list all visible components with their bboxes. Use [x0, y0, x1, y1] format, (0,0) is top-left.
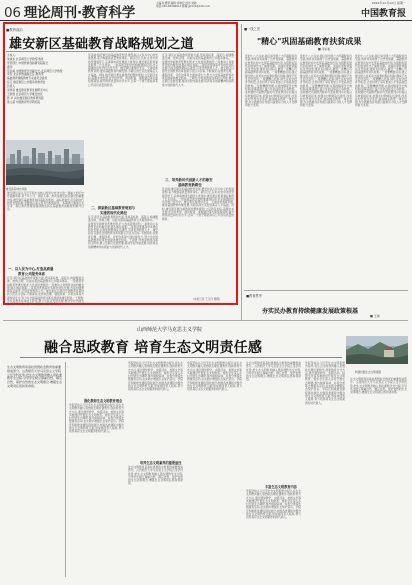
article-byline: (本报记者 王玉玲 整理)	[193, 298, 221, 301]
article-column-3: 任宝:新区在基础教育规划方面,坚持高标准、高起点,构建覆盖全域、结构合理、功能完善的基础教育公共服务体系。一是推进学前教育普惠发展,扩大优质资源供给;二是推动义务教育优质均衡发展,缩小城乡差距;三是促进普通高中多样化特色发展;四是加强教师队伍建设,引进优秀教育人才。雄安新区以建设全国教育改革创新示范区为目标,不断探索,在教育治理、课程改革、评价改革等方面持续发力,努力为全国基础教育改革发展提供雄安经验。王新胜:学校是教育改革的主阵地,要立足新区发展需要,推动学校内涵发展,培养具有创新精神和实践能力的新时代人才。	[162, 53, 234, 87]
intro-line: 李奕 北京市教委副主任,教育部	[7, 72, 44, 77]
intro-line: 王新胜 北京师范大学雄安校区	[7, 91, 43, 96]
right-article-column-2: 党的十八大以来,我们举全国之力打赢脱贫攻坚战,教育扶贫取得了历史性成就。基础教育在教育扶贫中发挥着基础性作用,为阻断贫困代际传递作出了重要贡献。巩固拓展教育脱贫攻坚成果,推进乡村振兴,要进一步精心巩固基础教育扶贫成果。一是要精准识别,建立健全防止返贫动态监测和帮扶机制,确保不发生因学返贫;二是要精心培育,提升乡村学校办学质量,让农村孩子享有更加公平更高质量的教育;三是要精细管理,完善控辍保学长效机制,保障适龄儿童少年依法接受义务教育。各地要把巩固教育脱贫攻坚成果同乡村振兴有效衔接起来,加强乡村教师队伍建设,改善农村学校办学条件,推动城乡教育一体化发展,为全面推进乡村振兴提供有力的人才支撑和智力支持。	[300, 54, 352, 108]
right-column-tag: ■一线之见	[244, 27, 260, 31]
newspaper-logo: 中国教育报	[360, 9, 406, 19]
intro-line: 嘉宾:	[7, 64, 14, 69]
right-section-rule	[244, 290, 408, 291]
article-column-1b: 任宝:新区在基础教育规划方面,坚持高标准、高起点,构建覆盖全域、结构合理、功能完善的基础教育公共服务体系。一是推进学前教育普惠发展,扩大优质资源供给;二是推动义务教育优质均衡发展,缩小城乡差距;三是促进普通高中多样化特色发展;四是加强教师队伍建设,引进优秀教育人才。雄安新区以建设全国教育改革创新示范区为目标,不断探索,在教育治理、课程改革、评价改革等方面持续发力,努力为全国基础教育改革发展提供雄安经验。王新胜:学校是教育改革的主阵地,要立足新区发展需要,推动学校内涵发展,培养具有创新精神和实践能力的新时代人才。	[7, 276, 85, 307]
feature-column-3: 学院坚持以习近平生态文明思想为指导,将生态文明教育融入思想政治理论课教学,创新教育方式方法,通过课堂教学、实践活动、校园文化等多种途径开展生态文明教育。组织学生深入乡村开展生态调研,参与植树造林、垃圾分类等志愿服务活动,在实践中增强生态保护意识。学院还积极推进课程思政建设,挖掘各类课程中蕴含的生态文明教育元素,形成协同育人格局,努力培养具有生态文明素养的时代新人。	[187, 361, 242, 392]
bottom-section-rule	[3, 320, 408, 321]
feature-column-2b: 生态文明教育是高校思想政治教育的重要组成部分。山西师范大学马克思主义学院立足学科优势,把生态文明教育融入思政课教学全过程,引导学生树立尊重自然、顺应自然、保护自然的生态文明理念,增强生态文明责任感和使命感。	[128, 465, 183, 486]
right-column-tag-2: ■教育思考	[246, 294, 262, 298]
article-column-2b: 任宝:新区在基础教育规划方面,坚持高标准、高起点,构建覆盖全域、结构合理、功能完善的基础教育公共服务体系。一是推进学前教育普惠发展,扩大优质资源供给;二是推动义务教育优质均衡发展,缩小城乡差距;三是促进普通高中多样化特色发展;四是加强教师队伍建设,引进优秀教育人才。雄安新区以建设全国教育改革创新示范区为目标,不断探索,在教育治理、课程改革、评价改革等方面持续发力,努力为全国基础教育改革发展提供雄安经验。王新胜:学校是教育改革的主阵地,要立足新区发展需要,推动学校内涵发展,培养具有创新精神和实践能力的新时代人才。	[88, 215, 158, 249]
feature-lead-text: 生态文明教育是高校思想政治教育的重要组成部分。山西师范大学马克思主义学院立足学科优势,把生态文明教育融入思政课教学全过程,引导学生树立尊重自然、顺应自然、保护自然的生态文明理念,增强生态文明责任感和使命感。	[7, 365, 62, 388]
photo-caption: 雄安新区城市风貌	[6, 188, 27, 191]
intro-line: 基础教育课程教材专家委员会委员	[7, 76, 48, 81]
intro-line: 任宝 雄安新区公共服务局教育处	[7, 80, 46, 85]
feature-column-1: 学院坚持以习近平生态文明思想为指导,将生态文明教育融入思想政治理论课教学,创新教育方式方法,通过课堂教学、实践活动、校园文化等多种途径开展生态文明教育。组织学生深入乡村开展生态调研,参与植树造林、垃圾分类等志愿服务活动,在实践中增强生态保护意识。学院还积极推进课程思政建设,挖掘各类课程中蕴含的生态文明教育元素,形成协同育人格局,努力培养具有生态文明素养的时代新人。	[69, 403, 124, 434]
column-tag: ■教育前沿	[6, 28, 23, 32]
column-divider	[241, 24, 242, 320]
intro-line: 朱旭东 北京师范大学教授,教育	[7, 56, 44, 61]
city-skyline-image	[6, 140, 84, 185]
feature-column-2: 学院坚持以习近平生态文明思想为指导,将生态文明教育融入思想政治理论课教学,创新教育方式方法,通过课堂教学、实践活动、校园文化等多种途径开展生态文明教育。组织学生深入乡村开展生态调研,参与植树造林、垃圾分类等志愿服务活动,在实践中增强生态保护意识。学院还积极推进课程思政建设,挖掘各类课程中蕴含的生态文明教育元素,形成协同育人格局,努力培养具有生态文明素养的时代新人。	[128, 361, 183, 392]
campus-landscape-image	[346, 336, 408, 364]
headline-rule	[6, 51, 235, 52]
right-article-2-byline: ■ 王烽	[370, 314, 380, 318]
feature-column-4: 生态文明教育是高校思想政治教育的重要组成部分。山西师范大学马克思主义学院立足学科优势,把生态文明教育融入思政课教学全过程,引导学生树立尊重自然、顺应自然、保护自然的生态文明理念,增强生态文明责任感和使命感。	[246, 361, 301, 382]
article-subhead: 实施的现代化路径	[100, 211, 128, 215]
feature-section-title: 丰富生态文明教育内容	[265, 485, 297, 489]
article-subhead: 三、培养新时代创新人才的雄安	[165, 178, 213, 182]
feature-headline[interactable]: 融合思政教育 培育生态文明责任感	[44, 340, 263, 356]
feature-headline-rule	[20, 357, 342, 358]
feature-section-title: 强化教师生态文明教育理念	[84, 399, 123, 403]
city-photo	[6, 140, 84, 185]
article-subhead: 基础教育新路径	[178, 183, 202, 187]
intro-line: 学部部长,中国教育创新研究院院长	[7, 60, 49, 65]
section-number: 06	[4, 5, 21, 21]
right-article-column-3: 党的十八大以来,我们举全国之力打赢脱贫攻坚战,教育扶贫取得了历史性成就。基础教育在教育扶贫中发挥着基础性作用,为阻断贫困代际传递作出了重要贡献。巩固拓展教育脱贫攻坚成果,推进乡村振兴,要进一步精心巩固基础教育扶贫成果。一是要精准识别,建立健全防止返贫动态监测和帮扶机制,确保不发生因学返贫;二是要精心培育,提升乡村学校办学质量,让农村孩子享有更加公平更高质量的教育;三是要精细管理,完善控辍保学长效机制,保障适龄儿童少年依法接受义务教育。各地要把巩固教育脱贫攻坚成果同乡村振兴有效衔接起来,加强乡村教师队伍建设,改善农村学校办学条件,推动城乡教育一体化发展,为全面推进乡村振兴提供有力的人才支撑和智力支持。	[355, 54, 407, 108]
section-title	[4, 1, 135, 21]
right-article-byline: ■ 李彩虹	[318, 47, 331, 51]
intro-line: 陈 华 河北雄安新区教育研究院	[7, 95, 44, 100]
feature-column-6: 生态文明教育是高校思想政治教育的重要组成部分。山西师范大学马克思主义学院立足学科优势,把生态文明教育融入思政课教学全过程,引导学生树立尊重自然、顺应自然、保护自然的生态文明理念,增强生态文明责任感和使命感。	[350, 377, 407, 395]
editor-line: 主编:杜德骅 编辑:司晓宏 校对:刘晓	[156, 2, 197, 5]
right-article-column-1: 党的十八大以来,我们举全国之力打赢脱贫攻坚战,教育扶贫取得了历史性成就。基础教育在教育扶贫中发挥着基础性作用,为阻断贫困代际传递作出了重要贡献。巩固拓展教育脱贫攻坚成果,推进乡村振兴,要进一步精心巩固基础教育扶贫成果。一是要精准识别,建立健全防止返贫动态监测和帮扶机制,确保不发生因学返贫;二是要精心培育,提升乡村学校办学质量,让农村孩子享有更加公平更高质量的教育;三是要精细管理,完善控辍保学长效机制,保障适龄儿童少年依法接受义务教育。各地要把巩固教育脱贫攻坚成果同乡村振兴有效衔接起来,加强乡村教师队伍建设,改善农村学校办学条件,推动城乡教育一体化发展,为全面推进乡村振兴提供有力的人才支撑和智力支持。	[245, 54, 297, 108]
editor-info	[156, 2, 210, 9]
intro-line: 李翠泉 雄安新区教育发展研究中心	[7, 88, 49, 93]
intro-line: 主持人:	[7, 53, 16, 57]
feature-photo	[346, 336, 408, 364]
feature-subtitle: 山西师范大学马克思主义学院	[137, 327, 203, 333]
section-name: 理论周刊·教育科学	[23, 5, 136, 21]
issue-date: 2022年12月12日 星期一	[371, 1, 406, 5]
article-headline[interactable]: 雄安新区基础教育战略规划之道	[9, 37, 194, 52]
host-guest-list	[7, 54, 82, 105]
right-article-headline[interactable]: "精心"巩固基础教育扶贫成果	[257, 37, 362, 46]
intro-line: 蔡立超 中国教育科学研究院	[7, 99, 41, 104]
contact-line: 电话:010-82296613 邮箱:jykxzk@126.com	[156, 5, 211, 9]
feature-column-5: 学院坚持以习近平生态文明思想为指导,将生态文明教育融入思想政治理论课教学,创新教育方式方法,通过课堂教学、实践活动、校园文化等多种途径开展生态文明教育。组织学生深入乡村开展生态调研,参与植树造林、垃圾分类等志愿服务活动,在实践中增强生态保护意识。学院还积极推进课程思政建设,挖掘各类课程中蕴含的生态文明教育元素,形成协同育人格局,努力培养具有生态文明素养的时代新人。	[305, 361, 345, 405]
article-column-3b: 苏洪雨:雄安新区的基础教育发展,要坚持以人民为中心的发展思想,着力构建高质量教育体系。新区设立以来,在党中央的坚强领导下,京津冀协同发展的大背景中,雄安新区教育事业取得了长足进步。一批高质量的学校相继建成投用,北京援建的四所学校已经开学。雄安新区要用好北京、天津优质教育资源,推进基础教育均衡发展,为新区的长远发展奠定人才基础。同时,雄安新区要注重教育的整体规划,立足新区实际,着眼未来发展,在学校布局、师资配备、课程建设等方面统筹谋划,提升教育质量和办学水平,让每一个孩子都能享有公平而有质量的教育。	[162, 187, 234, 221]
article-column-1: 雄安新区是以习近平同志为核心的党中央作出的一项重大的历史性战略选择,是千年大计、国家大事。教育是雄安新区建设的重要内容,雄安新区基础教育如何高起点规划、高标准建设,打造新时代教育发展高地,需要我们深入思考与积极探索。本期我们邀请专家学者、新区教育管理者围绕雄安新区基础教育战略规划展开讨论。	[7, 191, 84, 212]
feature-column-4b: 学院坚持以习近平生态文明思想为指导,将生态文明教育融入思想政治理论课教学,创新教育方式方法,通过课堂教学、实践活动、校园文化等多种途径开展生态文明教育。组织学生深入乡村开展生态调研,参与植树造林、垃圾分类等志愿服务活动,在实践中增强生态保护意识。学院还积极推进课程思政建设,挖掘各类课程中蕴含的生态文明教育元素,形成协同育人格局,努力培养具有生态文明素养的时代新人。	[246, 489, 301, 520]
article-subhead: 教育公共服务体系	[18, 272, 46, 276]
right-article-2-headline[interactable]: 夯实民办教育持续健康发展政策根基	[262, 308, 359, 315]
page-masthead	[0, 0, 412, 21]
intro-line: 苏洪雨 中国教育学会副会长,北京师范大学教授	[7, 68, 63, 73]
feature-divider	[65, 362, 66, 577]
article-subhead: 一、以人民为中心,打造高质量	[8, 267, 54, 271]
article-subhead: 二、探索新区基础教育规划与	[91, 206, 136, 210]
feature-section-title: 培养生态文明素养的重要途径	[140, 461, 182, 465]
article-column-2: 苏洪雨:雄安新区的基础教育发展,要坚持以人民为中心的发展思想,着力构建高质量教育体系。新区设立以来,在党中央的坚强领导下,京津冀协同发展的大背景中,雄安新区教育事业取得了长足进步。一批高质量的学校相继建成投用,北京援建的四所学校已经开学。雄安新区要用好北京、天津优质教育资源,推进基础教育均衡发展,为新区的长远发展奠定人才基础。同时,雄安新区要注重教育的整体规划,立足新区实际,着眼未来发展,在学校布局、师资配备、课程建设等方面统筹谋划,提升教育质量和办学水平,让每一个孩子都能享有公平而有质量的教育。	[88, 53, 158, 87]
intro-line: 负责人	[7, 84, 16, 89]
feature-photo-caption: 构建校园生态文明氛围	[355, 371, 381, 374]
